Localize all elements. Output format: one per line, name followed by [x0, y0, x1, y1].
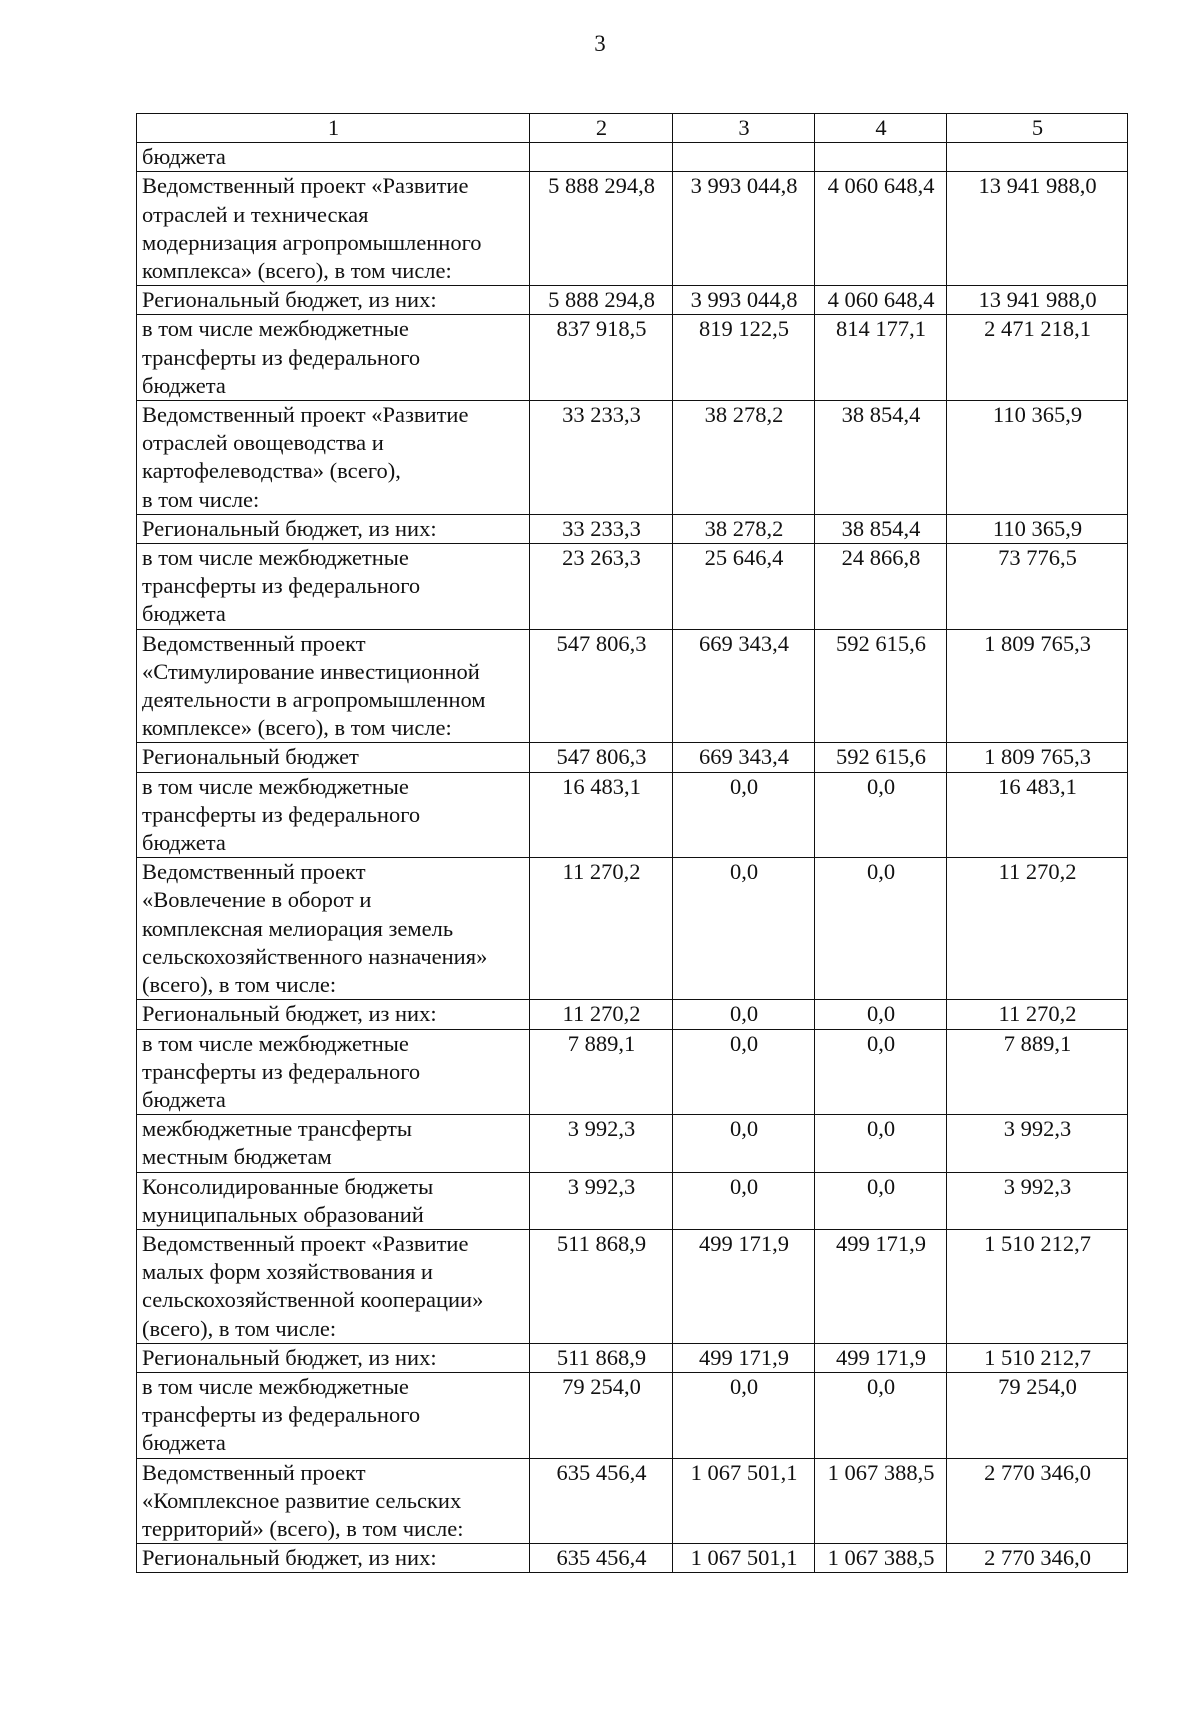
value-cell: 3 992,3 [947, 1172, 1128, 1229]
column-header: 1 [137, 114, 530, 143]
value-cell: 33 233,3 [530, 514, 673, 543]
row-label: Региональный бюджет, из них: [137, 286, 530, 315]
row-label: Ведомственный проект «Развитие отраслей и техническая модернизация агропромышленного комплекса» (всего), в том числе: [137, 172, 530, 286]
value-cell: 110 365,9 [947, 514, 1128, 543]
column-header: 2 [530, 114, 673, 143]
value-cell: 110 365,9 [947, 401, 1128, 515]
value-cell: 33 233,3 [530, 401, 673, 515]
value-cell: 4 060 648,4 [815, 172, 947, 286]
value-cell: 16 483,1 [947, 772, 1128, 858]
table-row [137, 772, 1128, 858]
value-cell: 592 615,6 [815, 743, 947, 772]
table-row [137, 629, 1128, 743]
row-label: Региональный бюджет, из них: [137, 1343, 530, 1372]
row-label: Ведомственный проект «Развитие малых форм хозяйствования и сельскохозяйственной кооперации» (всего), в том числе: [137, 1229, 530, 1343]
table-header-row [137, 114, 1128, 143]
value-cell: 592 615,6 [815, 629, 947, 743]
value-cell: 0,0 [673, 1000, 815, 1029]
row-label: в том числе межбюджетные трансферты из федерального бюджета [137, 315, 530, 401]
value-cell: 38 854,4 [815, 514, 947, 543]
value-cell: 669 343,4 [673, 629, 815, 743]
table-row [137, 858, 1128, 1000]
column-header: 5 [947, 114, 1128, 143]
value-cell: 79 254,0 [530, 1372, 673, 1458]
value-cell: 669 343,4 [673, 743, 815, 772]
table-row [137, 544, 1128, 630]
value-cell: 0,0 [673, 858, 815, 1000]
row-label: Региональный бюджет, из них: [137, 1000, 530, 1029]
table-row [137, 1115, 1128, 1172]
row-label: в том числе межбюджетные трансферты из федерального бюджета [137, 544, 530, 630]
value-cell: 0,0 [815, 858, 947, 1000]
table-row [137, 1172, 1128, 1229]
value-cell: 38 278,2 [673, 401, 815, 515]
value-cell: 4 060 648,4 [815, 286, 947, 315]
table-row [137, 1372, 1128, 1458]
value-cell: 38 278,2 [673, 514, 815, 543]
row-label: в том числе межбюджетные трансферты из федерального бюджета [137, 772, 530, 858]
row-label: Ведомственный проект «Комплексное развитие сельских территорий» (всего), в том числе: [137, 1458, 530, 1544]
table-row [137, 1000, 1128, 1029]
table-row [137, 315, 1128, 401]
value-cell: 1 510 212,7 [947, 1343, 1128, 1372]
budget-table [136, 113, 1128, 1573]
table-row [137, 1229, 1128, 1343]
table-row [137, 514, 1128, 543]
value-cell: 0,0 [673, 1372, 815, 1458]
value-cell: 16 483,1 [530, 772, 673, 858]
row-label: Региональный бюджет, из них: [137, 1544, 530, 1573]
value-cell: 499 171,9 [673, 1229, 815, 1343]
value-cell: 7 889,1 [947, 1029, 1128, 1115]
value-cell: 1 809 765,3 [947, 743, 1128, 772]
value-cell: 2 770 346,0 [947, 1458, 1128, 1544]
value-cell: 0,0 [673, 1115, 815, 1172]
table-row [137, 401, 1128, 515]
value-cell: 3 992,3 [530, 1172, 673, 1229]
value-cell: 819 122,5 [673, 315, 815, 401]
value-cell: 11 270,2 [947, 1000, 1128, 1029]
value-cell: 2 770 346,0 [947, 1544, 1128, 1573]
value-cell: 814 177,1 [815, 315, 947, 401]
value-cell: 1 510 212,7 [947, 1229, 1128, 1343]
row-label: Ведомственный проект «Вовлечение в оборот и комплексная мелиорация земель сельскохозяйственного назначения» (всего), в том числе: [137, 858, 530, 1000]
row-label: бюджета [137, 143, 530, 172]
value-cell: 0,0 [815, 1172, 947, 1229]
value-cell: 1 067 388,5 [815, 1458, 947, 1544]
table-row [137, 743, 1128, 772]
value-cell: 1 067 501,1 [673, 1458, 815, 1544]
value-cell: 3 992,3 [530, 1115, 673, 1172]
table-body [137, 143, 1128, 1573]
value-cell: 0,0 [673, 1029, 815, 1115]
value-cell: 837 918,5 [530, 315, 673, 401]
value-cell: 23 263,3 [530, 544, 673, 630]
value-cell: 11 270,2 [530, 858, 673, 1000]
value-cell: 499 171,9 [815, 1229, 947, 1343]
row-label: в том числе межбюджетные трансферты из федерального бюджета [137, 1372, 530, 1458]
value-cell: 5 888 294,8 [530, 172, 673, 286]
value-cell: 511 868,9 [530, 1229, 673, 1343]
value-cell: 0,0 [815, 1000, 947, 1029]
column-header: 3 [673, 114, 815, 143]
value-cell: 25 646,4 [673, 544, 815, 630]
value-cell: 499 171,9 [673, 1343, 815, 1372]
row-label: в том числе межбюджетные трансферты из федерального бюджета [137, 1029, 530, 1115]
row-label: Региональный бюджет, из них: [137, 514, 530, 543]
value-cell [673, 143, 815, 172]
value-cell: 511 868,9 [530, 1343, 673, 1372]
row-label: Ведомственный проект «Развитие отраслей овощеводства и картофелеводства» (всего), в том числе: [137, 401, 530, 515]
table-row [137, 1343, 1128, 1372]
row-label: Ведомственный проект «Стимулирование инвестиционной деятельности в агропромышленном комплексе» (всего), в том числе: [137, 629, 530, 743]
value-cell: 38 854,4 [815, 401, 947, 515]
row-label: Региональный бюджет [137, 743, 530, 772]
value-cell: 79 254,0 [947, 1372, 1128, 1458]
row-label: межбюджетные трансферты местным бюджетам [137, 1115, 530, 1172]
table-row [137, 286, 1128, 315]
value-cell: 0,0 [815, 1115, 947, 1172]
value-cell: 547 806,3 [530, 629, 673, 743]
table-row [137, 1458, 1128, 1544]
column-header: 4 [815, 114, 947, 143]
value-cell: 3 993 044,8 [673, 286, 815, 315]
table-row [137, 1029, 1128, 1115]
value-cell: 13 941 988,0 [947, 172, 1128, 286]
value-cell: 3 993 044,8 [673, 172, 815, 286]
value-cell [815, 143, 947, 172]
page-number: 3 [594, 31, 606, 56]
value-cell: 499 171,9 [815, 1343, 947, 1372]
row-label: Консолидированные бюджеты муниципальных образований [137, 1172, 530, 1229]
value-cell [530, 143, 673, 172]
value-cell: 1 067 501,1 [673, 1544, 815, 1573]
value-cell: 3 992,3 [947, 1115, 1128, 1172]
value-cell: 2 471 218,1 [947, 315, 1128, 401]
value-cell: 1 809 765,3 [947, 629, 1128, 743]
value-cell: 0,0 [673, 1172, 815, 1229]
value-cell: 1 067 388,5 [815, 1544, 947, 1573]
table-row [137, 172, 1128, 286]
value-cell: 11 270,2 [947, 858, 1128, 1000]
value-cell: 0,0 [815, 1372, 947, 1458]
value-cell: 11 270,2 [530, 1000, 673, 1029]
value-cell: 24 866,8 [815, 544, 947, 630]
value-cell: 7 889,1 [530, 1029, 673, 1115]
value-cell: 13 941 988,0 [947, 286, 1128, 315]
value-cell: 635 456,4 [530, 1544, 673, 1573]
value-cell: 635 456,4 [530, 1458, 673, 1544]
value-cell: 0,0 [815, 772, 947, 858]
table-row [137, 1544, 1128, 1573]
value-cell: 73 776,5 [947, 544, 1128, 630]
value-cell: 5 888 294,8 [530, 286, 673, 315]
value-cell: 547 806,3 [530, 743, 673, 772]
value-cell: 0,0 [673, 772, 815, 858]
table-row [137, 143, 1128, 172]
value-cell [947, 143, 1128, 172]
value-cell: 0,0 [815, 1029, 947, 1115]
